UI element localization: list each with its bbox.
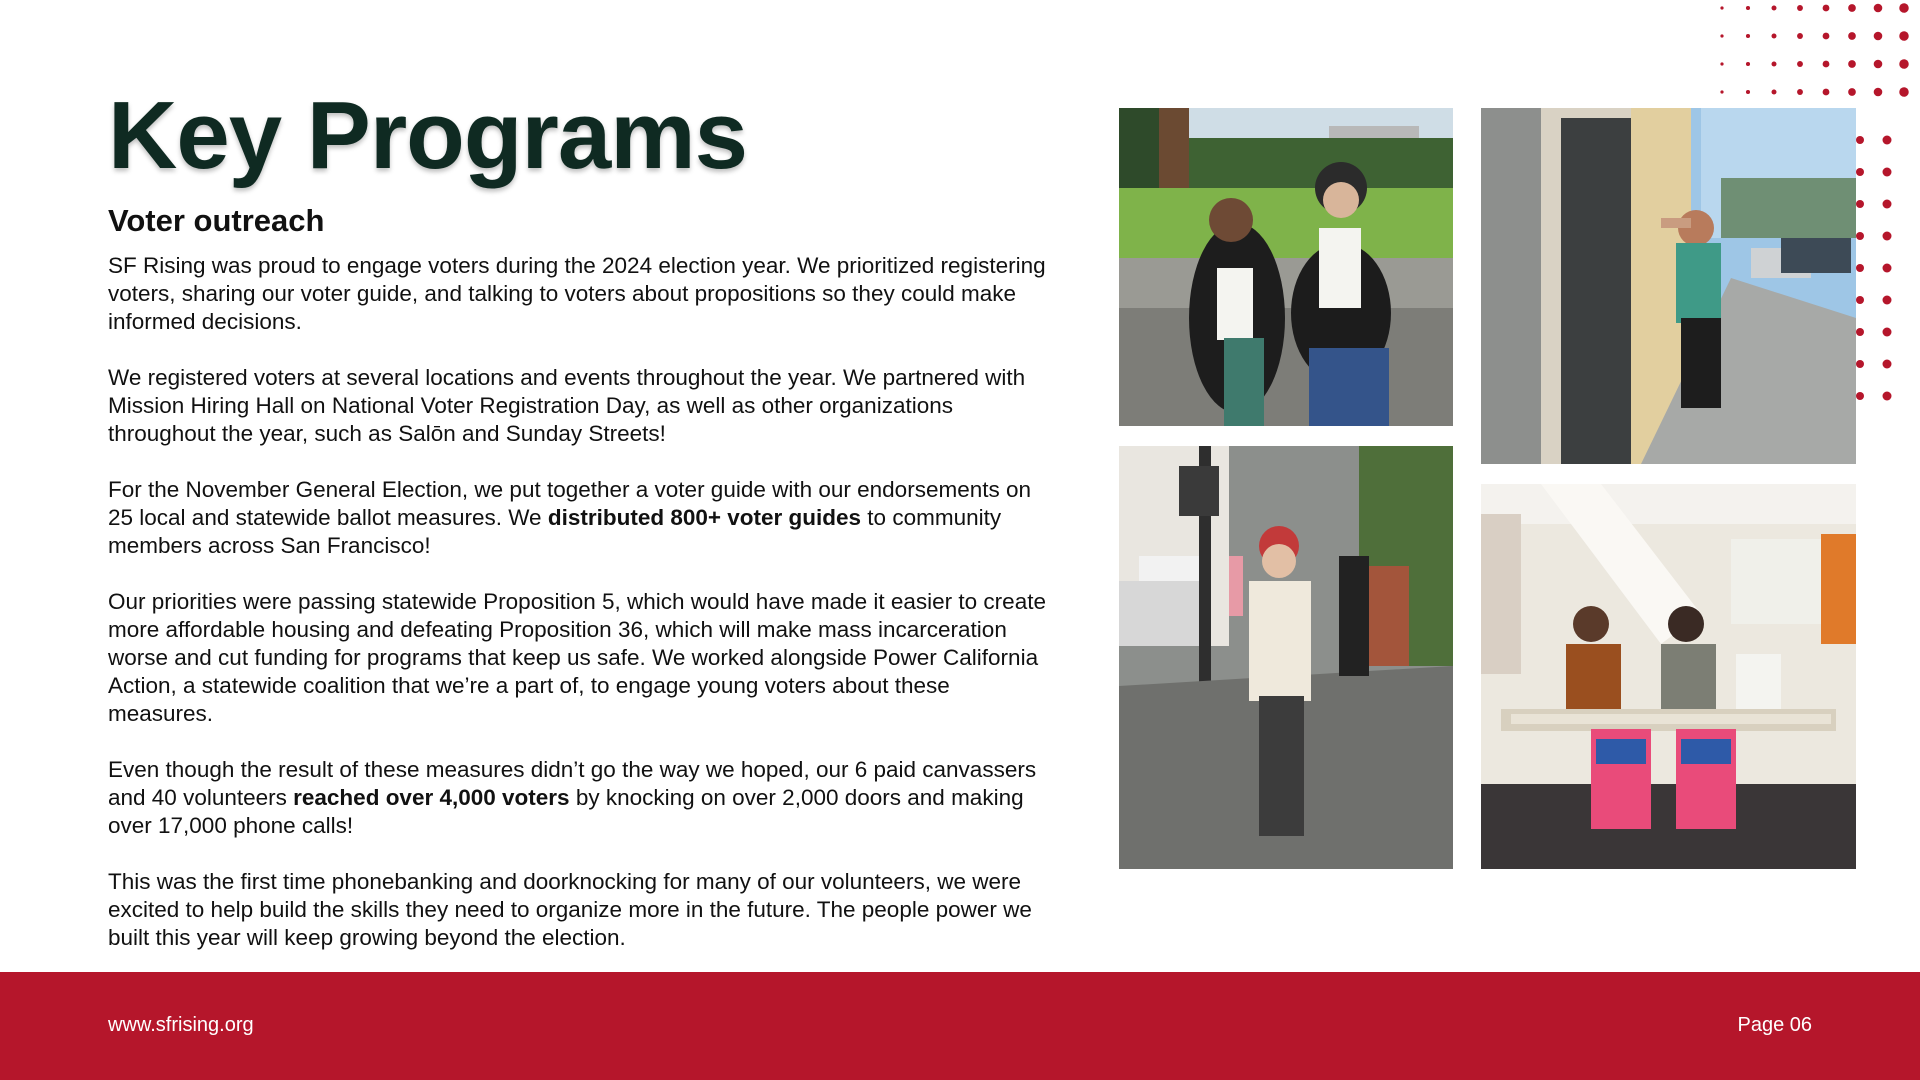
section-heading: Voter outreach [108, 203, 325, 238]
decorative-dot-pattern [1700, 0, 1920, 430]
highlight-voters-reached: reached over 4,000 voters [293, 785, 570, 810]
paragraph-2: We registered voters at several locations and events throughout the year. We partnered with Mission Hiring Hall on National Voter Registration Day, as well as other organizations throughout the year, such as Salōn and Sunday Streets! [108, 365, 1026, 446]
paragraph-3: For the November General Election, we put together a voter guide with our endorsements on 25 local and statewide ballot measures. We distributed 800+ voter guides to community members across San Francisco! [108, 477, 1032, 558]
paragraph-4: Our priorities were passing statewide Proposition 5, which would have made it easier to create more affordable housing and defeating Proposition 36, which will make mass incarceration worse and cut funding for programs that keep us safe. We worked alongside Power California Action, a statewide coalition that we’re a part of, to engage young voters about these measures. [108, 589, 1046, 726]
page-number: Page 06 [1737, 1014, 1812, 1036]
page-title: Key Programs [108, 82, 747, 189]
paragraph-6: This was the first time phonebanking and doorknocking for many of our volunteers, we were excited to help build the skills they need to organize more in the future. The people power we built this year will keep growing beyond the election. [108, 869, 1032, 950]
highlight-voter-guides: distributed 800+ voter guides [547, 505, 862, 530]
photo-volunteer-on-street [1119, 446, 1453, 869]
photo-volunteers-with-clipboards [1119, 108, 1453, 426]
footer-bar [0, 972, 1920, 1080]
paragraph-1: SF Rising was proud to engage voters during the 2024 election year. We prioritized registering voters, sharing our voter guide, and talking to voters about propositions so they could make informed decisions. [108, 253, 1046, 334]
photo-registration-table [1481, 484, 1856, 869]
footer-website-url: www.sfrising.org [108, 1014, 254, 1036]
body-text [108, 252, 1060, 980]
paragraph-5: Even though the result of these measures didn’t go the way we hoped, our 6 paid canvassers and 40 volunteers reached over 4,000 voters by knocking on over 2,000 doors and making over 17,000 phone calls! [108, 757, 1037, 838]
